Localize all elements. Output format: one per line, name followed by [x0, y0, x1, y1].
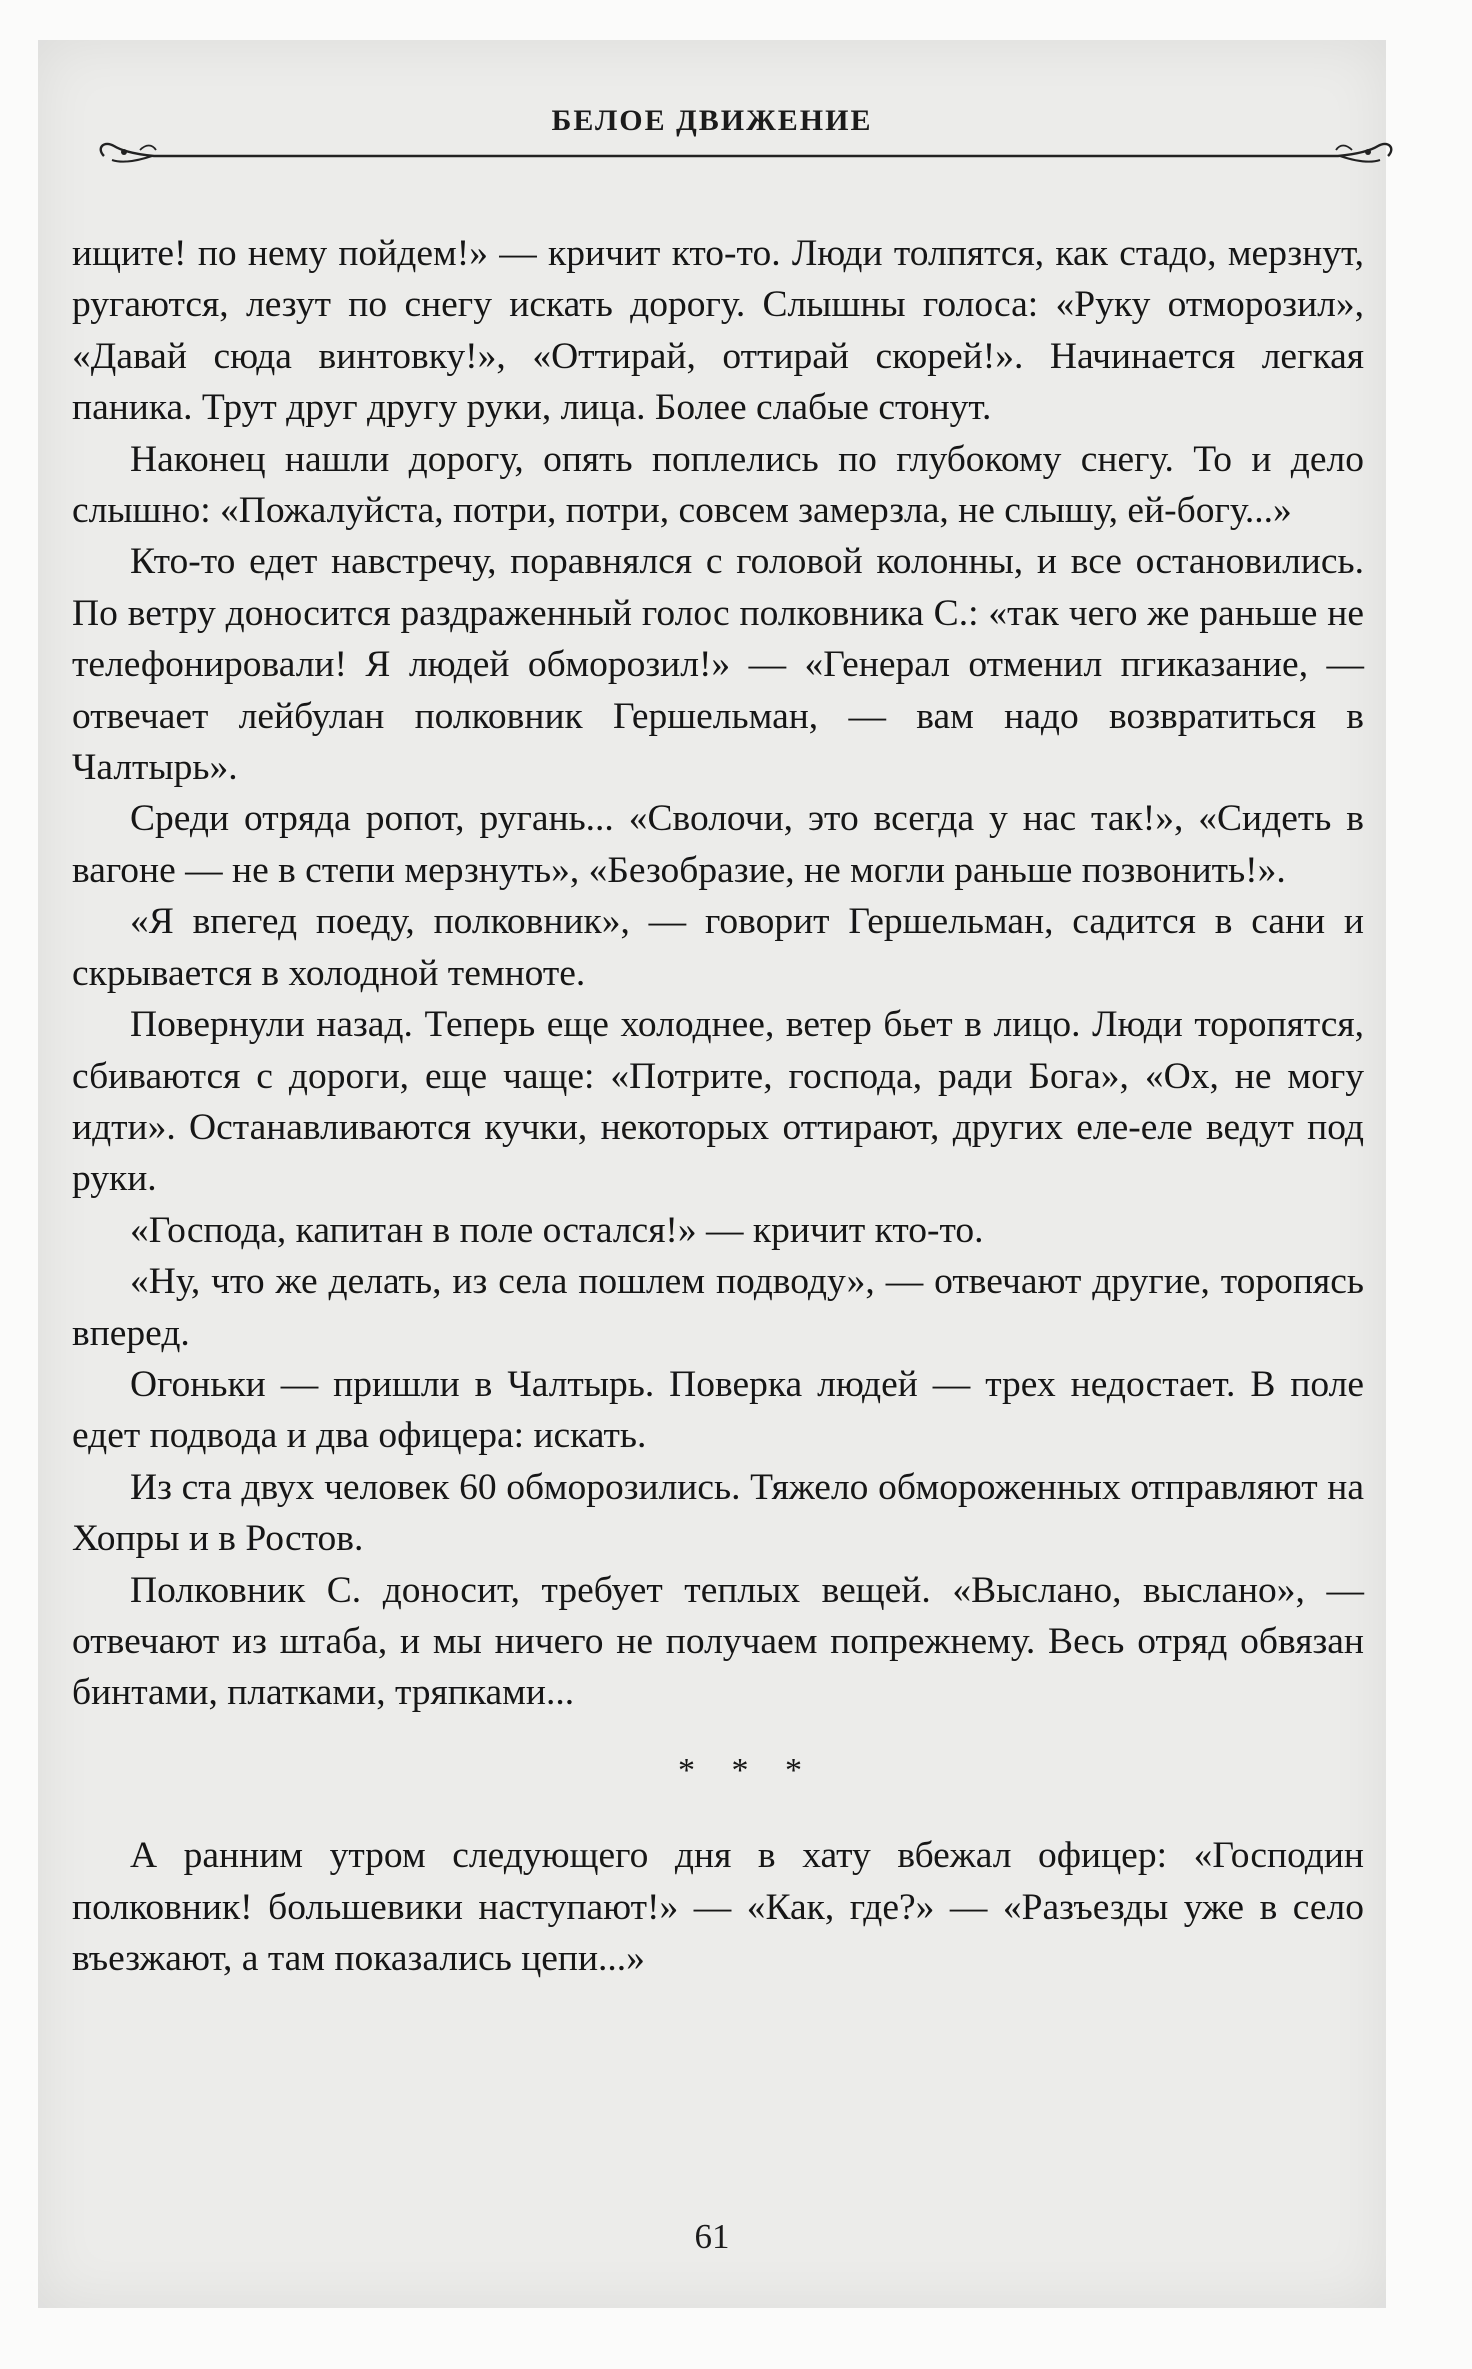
- paragraph: А ранним утром следующего дня в хату вбежал офицер: «Господин полковник! большевики наступают!» — «Как, где?» — «Разъезды уже в село въезжают, а там показались цепи...»: [72, 1835, 1364, 1979]
- book-page: [38, 40, 1386, 2308]
- page-number: 61: [694, 2217, 730, 2256]
- paragraph: Полковник С. доносит, требует теплых вещей. «Выслано, выслано», — отвечают из штаба, и мы ничего не получаем попрежнему. Весь отряд обвязан бинтами, платками, тряпками...: [72, 1569, 1364, 1714]
- paragraph: «Я впегед поеду, полковник», — говорит Гершельман, садится в сани и скрывается в холодной темноте.: [72, 901, 1364, 994]
- paragraph: Из ста двух человек 60 обморозились. Тяжело обмороженных отправляют на Хопры и в Ростов.: [72, 1466, 1364, 1560]
- paragraph: «Ну, что же делать, из села пошлем подводу», — отвечают другие, торопясь вперед.: [72, 1261, 1364, 1354]
- paragraph: Наконец нашли дорогу, опять поплелись по глубокому снегу. То и дело слышно: «Пожалуйста, потри, потри, совсем замерзла, не слышу, ей-богу...»: [72, 438, 1364, 532]
- paragraph: Кто-то едет навстречу, поравнялся с головой колонны, и все остановились. По ветру доносится раздраженный голос полковника С.: «так чего же раньше не телефонировали! Я людей обморозил!» — «Генерал отменил пгиказание, — отвечает лейбулан полковник Гершельман, — вам надо возвратиться в Чалтырь».: [72, 541, 1364, 789]
- body-text: [72, 228, 1364, 1984]
- section-separator: * * *: [678, 1751, 816, 1789]
- paragraph: Повернули назад. Теперь еще холоднее, ветер бьет в лицо. Люди торопятся, сбиваются с дороги, еще чаще: «Потрите, господа, ради Бога», «Ох, не могу идти». Останавливаются кучки, некоторых оттирают, других еле-еле ведут под руки.: [72, 1004, 1364, 1200]
- paragraph: Огоньки — пришли в Чалтырь. Поверка людей — трех недостает. В поле едет подвода и два офицера: искать.: [72, 1363, 1364, 1457]
- paragraph: ищите! по нему пойдем!» — кричит кто-то. Люди толпятся, как стадо, мерзнут, ругаются, лезут по снегу искать дорогу. Слышны голоса: «Руку отморозил», «Давай сюда винтовку!», «Оттирай, оттирай скорей!». Начинается легкая паника. Трут друг другу руки, лица. Более слабые стонут.: [72, 233, 1364, 429]
- ornamental-rule: [94, 134, 1398, 174]
- running-title: БЕЛОЕ ДВИЖЕНИЕ: [551, 104, 873, 137]
- paragraph: «Господа, капитан в поле остался!» — кричит кто-то.: [130, 1209, 984, 1251]
- paragraph: Среди отряда ропот, ругань... «Сволочи, это всегда у нас так!», «Сидеть в вагоне — не в степи мерзнуть», «Безобразие, не могли раньше позвонить!».: [72, 798, 1364, 891]
